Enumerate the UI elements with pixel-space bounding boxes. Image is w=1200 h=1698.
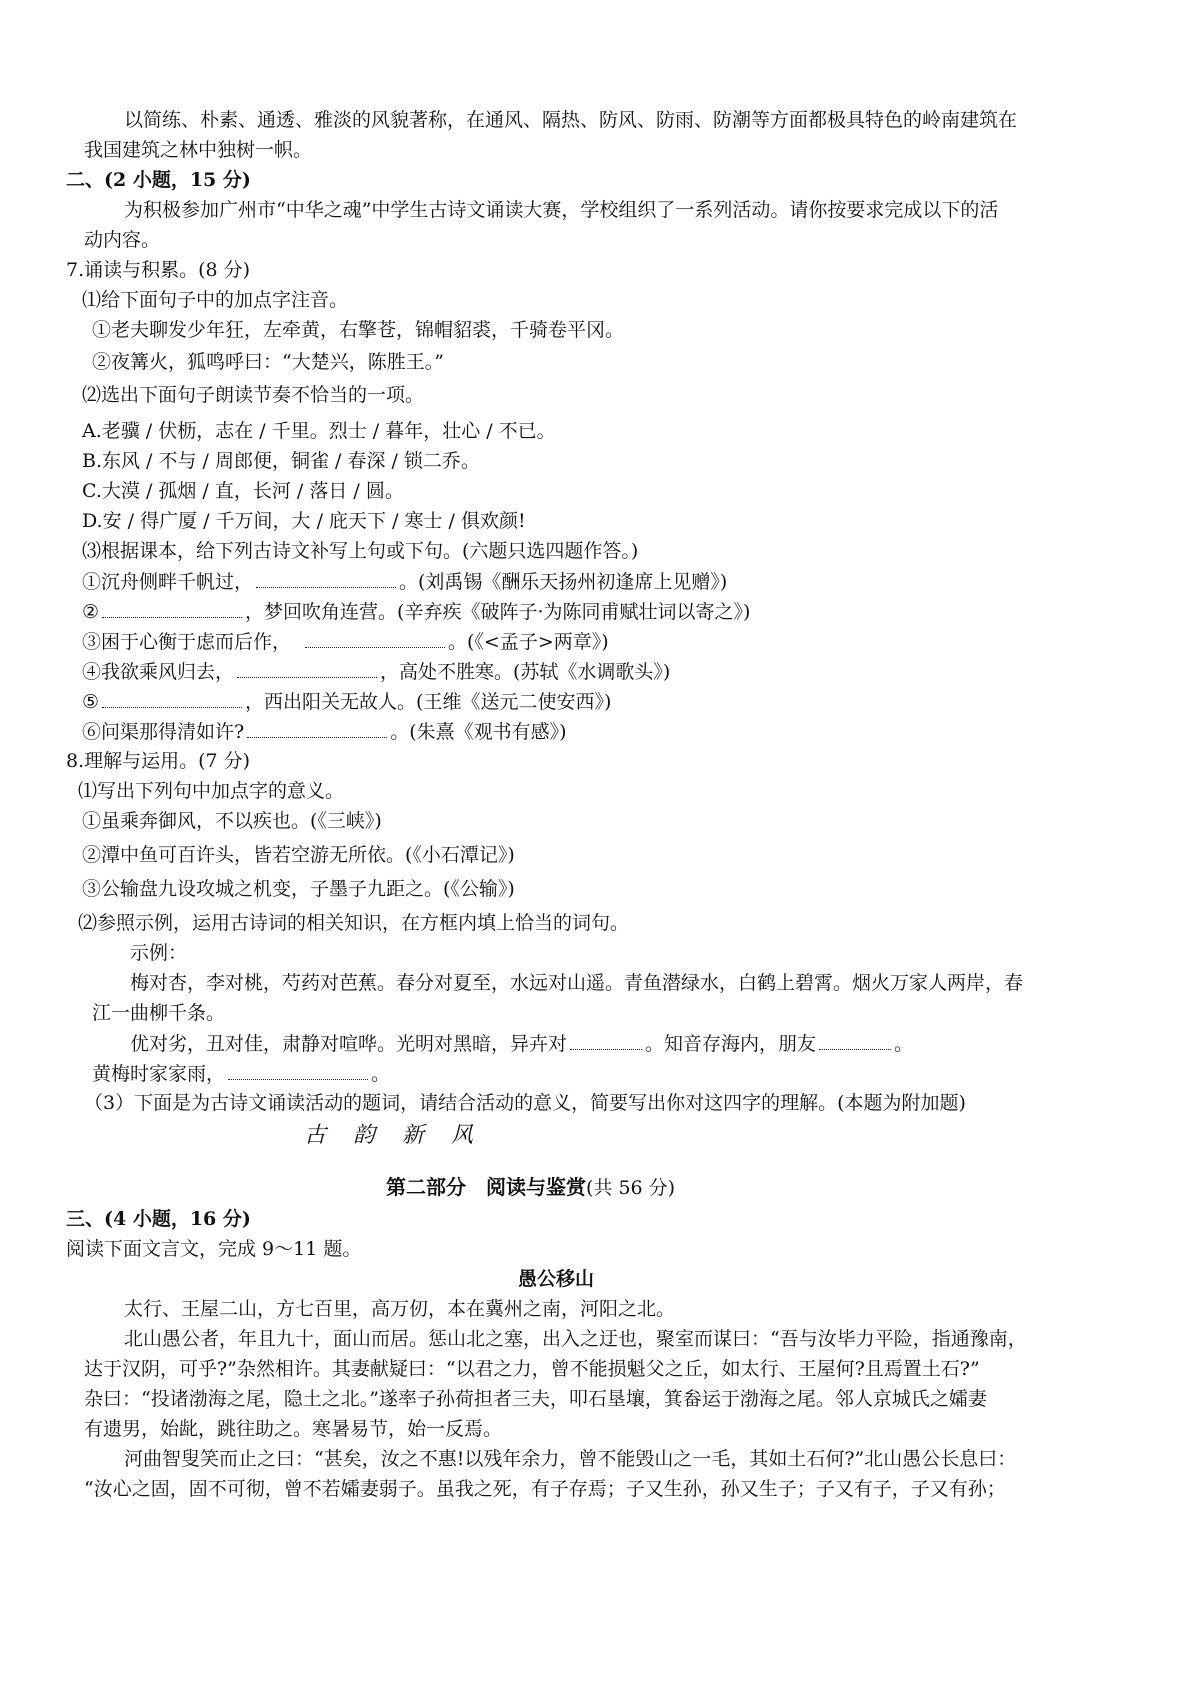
- passage-line-6: 河曲智叟笑而止之曰：“甚矣，汝之不惠!以残年余力，曾不能毁山之一毛，其如土石何?”北山愚公长息曰：: [124, 1448, 1017, 1470]
- q7-part-1: ⑴给下面句子中的加点字注音。: [82, 289, 349, 311]
- q7-title: 7.诵读与积累。(8 分): [66, 259, 251, 281]
- section-3-heading: 三、(4 小题，16 分): [66, 1208, 251, 1230]
- passage-line-5: 有遗男，始龀，跳往助之。寒暑易节，始一反焉。: [84, 1418, 503, 1440]
- q8-motto: 古 韵 新 风: [304, 1123, 483, 1148]
- q7-fill-1-text-b: 。(刘禹锡《酬乐天扬州初逢席上见赠》): [399, 571, 728, 593]
- q7-fill-4-text-a: ④我欲乘风归去，: [82, 661, 235, 683]
- q7-fill-4-text-b: ，高处不胜寒。(苏轼《水调歌头》): [380, 661, 671, 683]
- passage-line-2: 北山愚公者，年且九十，面山而居。惩山北之塞，出入之迂也，聚室而谋曰：“吾与汝毕力平险，指通豫南，: [124, 1328, 1027, 1350]
- q7-fill-3: [82, 629, 609, 654]
- section-2-heading: 二、(2 小题，15 分): [66, 169, 251, 191]
- q8-part-1c: ③公输盘九设攻城之机变，子墨子九距之。(《公输》): [82, 878, 515, 900]
- q7-fill-3-text-a: ③困于心衡于虑而后作，: [82, 631, 292, 653]
- q7-fill-6: [82, 719, 567, 744]
- answer-blank[interactable]: [228, 1061, 368, 1080]
- answer-blank[interactable]: [256, 569, 396, 588]
- q7-option-b: B.东风 / 不与 / 周郎便，铜雀 / 春深 / 锁二乔。: [82, 450, 480, 472]
- q8-example-line-2: 江一曲柳千条。: [92, 1002, 226, 1024]
- section-2-lead-1: 为积极参加广州市“中华之魂”中学生古诗文诵读大赛，学校组织了一系列活动。请你按要求完成以下的活: [124, 199, 999, 221]
- passage-line-1: 太行、王屋二山，方七百里，高万仞，本在冀州之南，河阳之北。: [124, 1298, 676, 1320]
- answer-blank[interactable]: [247, 719, 387, 738]
- intro-line-1: 以简练、朴素、通透、雅淡的风貌著称，在通风、隔热、防风、防雨、防潮等方面都极具特色的岭南建筑在: [124, 109, 1018, 131]
- answer-blank[interactable]: [570, 1031, 642, 1050]
- part-2-heading: [386, 1175, 675, 1200]
- q7-part-2: ⑵选出下面句子朗读节奏不恰当的一项。: [82, 384, 425, 406]
- q8-fill-text-5: 。: [371, 1063, 391, 1085]
- q8-fill-text-3: 。: [894, 1033, 914, 1055]
- q8-part-1: ⑴写出下列句中加点字的意义。: [78, 780, 345, 802]
- q7-option-d: D.安 / 得广厦 / 千万间，大 / 庇天下 / 寒士 / 俱欢颜!: [82, 510, 526, 532]
- q7-fill-5-text-a: ⑤: [82, 691, 100, 713]
- q7-part-1a: ①老夫聊发少年狂，左牵黄，右擎苍，锦帽貂裘，千骑卷平冈。: [92, 319, 625, 341]
- q8-part-2: ⑵参照示例，运用古诗词的相关知识，在方框内填上恰当的词句。: [78, 912, 630, 934]
- q7-fill-2-text-a: ②: [82, 601, 100, 623]
- q8-part-1a: ①虽乘奔御风，不以疾也。(《三峡》): [82, 810, 382, 832]
- passage-title: 愚公移山: [518, 1268, 595, 1290]
- q7-fill-3-text-b: 。(《<孟子>两章》): [448, 631, 609, 653]
- section-3-lead: 阅读下面文言文，完成 9～11 题。: [66, 1238, 362, 1260]
- q7-fill-1-text-a: ①沉舟侧畔千帆过，: [82, 571, 254, 593]
- q8-fill-line-1: [130, 1031, 913, 1056]
- answer-blank[interactable]: [102, 599, 242, 618]
- q8-fill-text-2: 。知音存海内，朋友: [645, 1033, 817, 1055]
- q7-fill-5-text-b: ，西出阳关无故人。(王维《送元二使安西》): [245, 691, 612, 713]
- q7-fill-2-text-b: ，梦回吹角连营。(辛弃疾《破阵子·为陈同甫赋壮词以寄之》): [245, 601, 751, 623]
- q7-fill-4: [82, 659, 670, 684]
- answer-blank[interactable]: [819, 1031, 891, 1050]
- passage-line-7: “汝心之固，固不可彻，曾不若孀妻弱子。虽我之死，有子存焉；子又生孙，孙又生子；子又有子，子又有孙；: [84, 1478, 1006, 1500]
- q8-fill-text-4: 黄梅时家家雨，: [92, 1063, 226, 1085]
- q7-fill-1: [82, 569, 727, 594]
- q8-example-line-1: 梅对杏，李对桃，芍药对芭蕉。春分对夏至，水远对山遥。青鱼潜绿水，白鹤上碧霄。烟火万家人两岸，春: [130, 972, 1024, 994]
- q7-fill-2: [82, 599, 750, 624]
- answer-blank[interactable]: [305, 629, 445, 648]
- q8-example-label: 示例：: [130, 942, 188, 964]
- passage-line-3: 达于汉阴，可乎?”杂然相许。其妻献疑曰：“以君之力，曾不能损魁父之丘，如太行、王屋何?且焉置土石?”: [84, 1358, 980, 1380]
- section-2-lead-2: 动内容。: [84, 229, 161, 251]
- q7-part-3: ⑶根据课本，给下列古诗文补写上句或下句。(六题只选四题作答。): [82, 540, 639, 562]
- q8-part-3: （3）下面是为古诗文诵读活动的题词，请结合活动的意义，简要写出你对这四字的理解。(本题为附加题): [84, 1092, 966, 1114]
- intro-line-2: 我国建筑之林中独树一帜。: [84, 139, 313, 161]
- part-2-score: (共 56 分): [586, 1177, 676, 1199]
- q8-part-1b: ②潭中鱼可百许头，皆若空游无所依。(《小石潭记》): [82, 844, 515, 866]
- q7-part-1b: ②夜篝火，狐鸣呼曰：“大楚兴，陈胜王。”: [92, 351, 444, 373]
- q8-fill-line-2: [92, 1061, 390, 1086]
- q7-fill-6-text-b: 。(朱熹《观书有感》): [390, 721, 567, 743]
- q8-title: 8.理解与运用。(7 分): [66, 750, 251, 772]
- q7-option-a: A.老骥 / 伏枥，志在 / 千里。烈士 / 暮年，壮心 / 不已。: [82, 420, 556, 442]
- q8-fill-text-1: 优对劣，丑对佳，肃静对喧哗。光明对黑暗，异卉对: [130, 1033, 568, 1055]
- q7-option-c: C.大漠 / 孤烟 / 直，长河 / 落日 / 圆。: [82, 480, 404, 502]
- passage-line-4: 杂曰：“投诸渤海之尾，隐土之北。”遂率子孙荷担者三夫，叩石垦壤，箕畚运于渤海之尾。邻人京城氏之孀妻: [84, 1388, 987, 1410]
- answer-blank[interactable]: [102, 689, 242, 708]
- q7-fill-5: [82, 689, 611, 714]
- q7-fill-6-text-a: ⑥问渠那得清如许?: [82, 721, 245, 743]
- part-2-title: 第二部分 阅读与鉴赏: [386, 1175, 586, 1199]
- answer-blank[interactable]: [237, 659, 377, 678]
